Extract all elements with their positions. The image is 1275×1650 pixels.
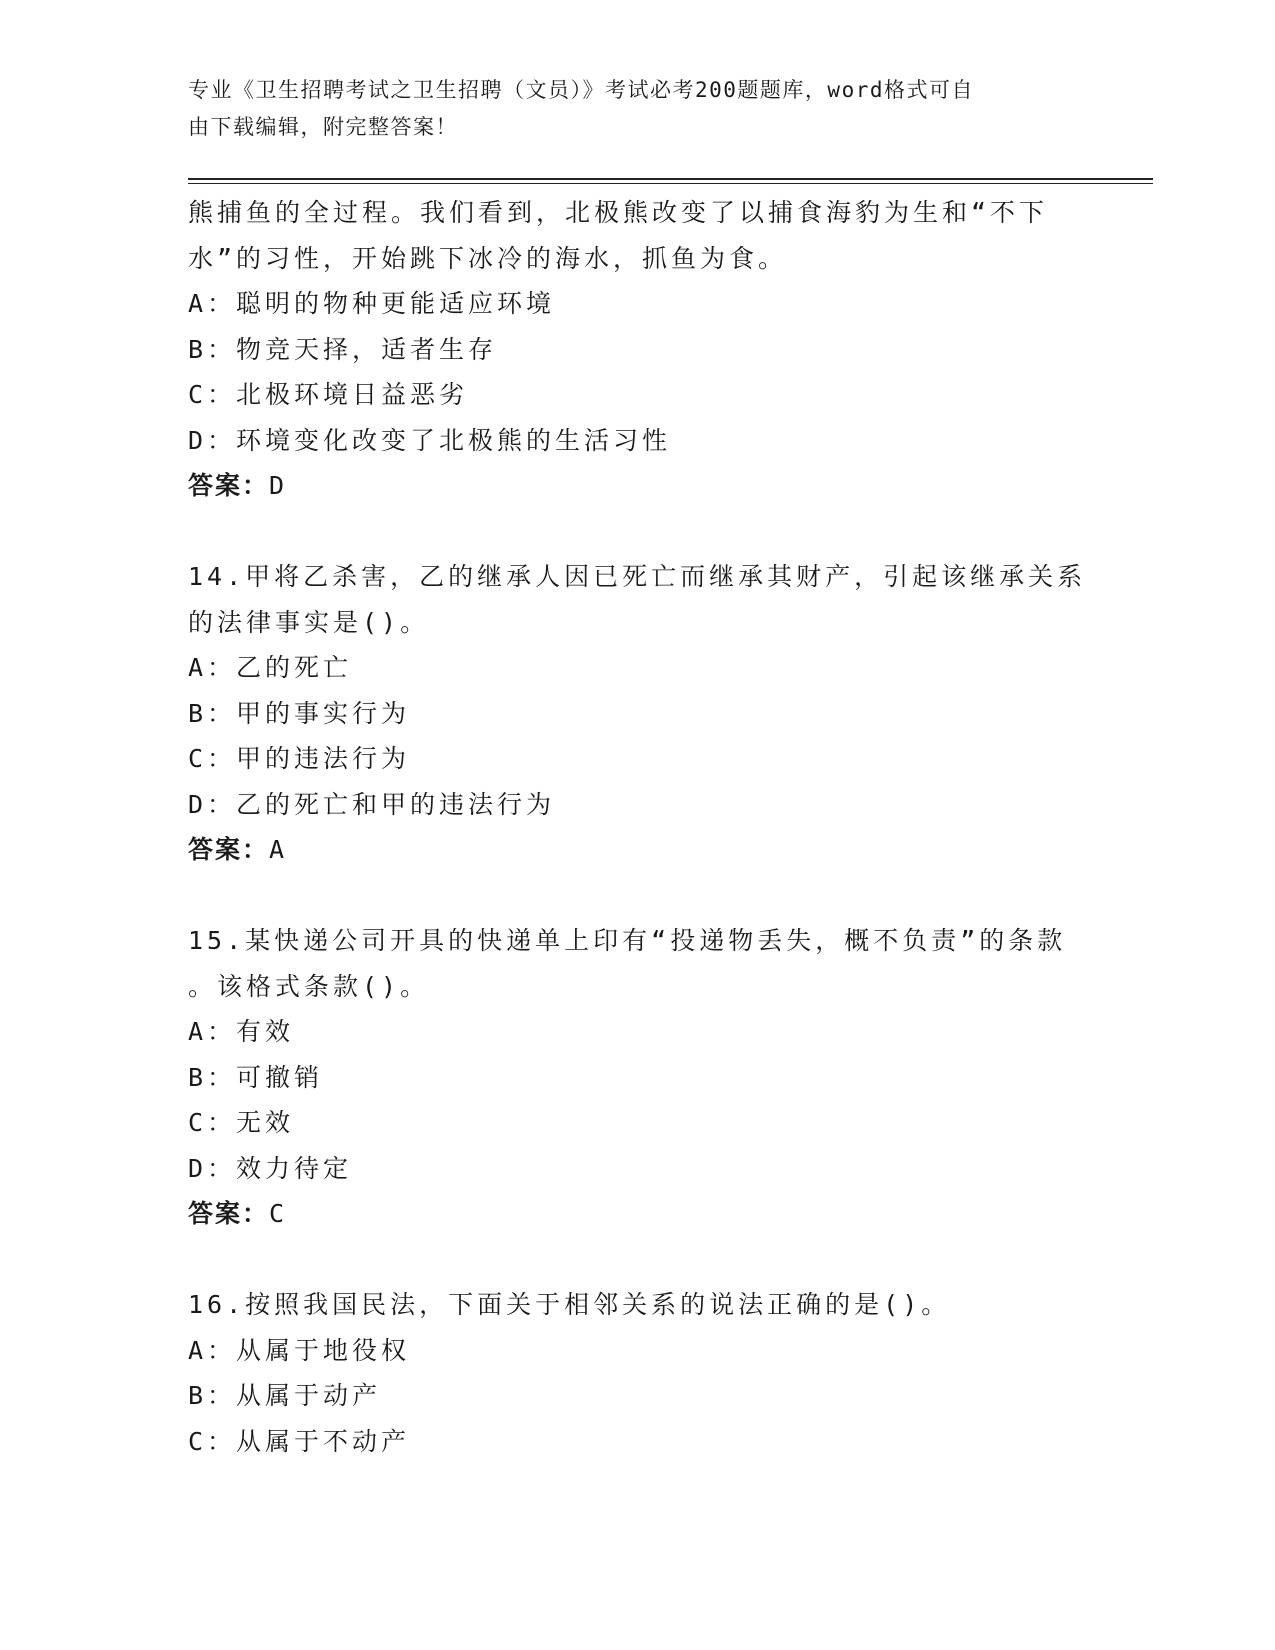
question-16: [188, 1282, 1088, 1464]
option-b: B：可撤销: [188, 1062, 324, 1092]
answer-label: 答案：: [188, 471, 270, 500]
option-d: D：乙的死亡和甲的违法行为: [188, 789, 556, 819]
answer-label: 答案：: [188, 1199, 270, 1228]
question-stem-line: 14.甲将乙杀害，乙的继承人因已死亡而继承其财产，引起该继承关系: [188, 562, 1087, 591]
answer-value: D: [269, 471, 289, 500]
header-divider-thin: [188, 183, 1153, 184]
option-a: A：乙的死亡: [188, 653, 353, 682]
option-c: C：甲的违法行为: [188, 744, 411, 773]
answer-line: [188, 463, 1088, 509]
question-stem-line: 水”的习性，开始跳下冰冷的海水，抓鱼为食。: [188, 243, 788, 273]
document-header: [188, 72, 1088, 146]
header-line-2: 由下载编辑，附完整答案！: [188, 115, 458, 139]
question-15: [188, 918, 1088, 1237]
question-stem-line: 。该格式条款()。: [188, 971, 430, 1001]
answer-line: [188, 827, 1088, 873]
answer-value: A: [269, 835, 289, 864]
header-line-1: 专业《卫生招聘考试之卫生招聘（文员）》考试必考200题题库，word格式可自: [188, 78, 974, 102]
question-14: [188, 554, 1088, 873]
question-stem-line: 熊捕鱼的全过程。我们看到，北极熊改变了以捕食海豹为生和“不下: [188, 198, 1049, 227]
answer-value: C: [269, 1199, 289, 1228]
option-d: D：环境变化改变了北极熊的生活习性: [188, 425, 672, 455]
question-stem-line: 16.按照我国民法，下面关于相邻关系的说法正确的是()。: [188, 1290, 951, 1319]
option-b: B：甲的事实行为: [188, 698, 411, 728]
option-c: C：北极环境日益恶劣: [188, 380, 469, 409]
option-c: C：无效: [188, 1108, 295, 1137]
option-b: B：从属于动产: [188, 1381, 382, 1410]
option-d: D：效力待定: [188, 1153, 353, 1183]
option-a: A：有效: [188, 1017, 295, 1046]
option-a: A：聪明的物种更能适应环境: [188, 289, 556, 318]
option-c: C：从属于不动产: [188, 1426, 411, 1456]
answer-line: [188, 1191, 1088, 1237]
question-13: [188, 190, 1088, 509]
question-list: [188, 190, 1088, 1464]
header-divider-thick: [188, 178, 1153, 180]
option-a: A：从属于地役权: [188, 1335, 411, 1365]
option-b: B：物竞天择，适者生存: [188, 334, 498, 364]
answer-label: 答案：: [188, 835, 270, 864]
question-stem-line: 的法律事实是()。: [188, 607, 430, 637]
question-stem-line: 15.某快递公司开具的快递单上印有“投递物丢失，概不负责”的条款: [188, 926, 1067, 955]
